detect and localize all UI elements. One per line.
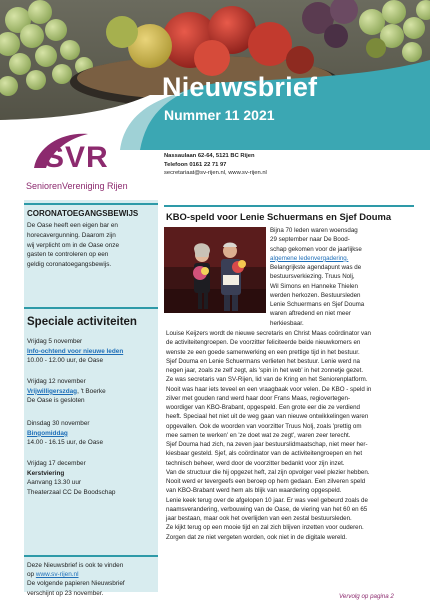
article-line: Sjef Douma had zich, na zeven jaar bestuurslidmaatschap, niet meer her-	[166, 441, 368, 448]
event-date: Dinsdag 30 november	[27, 420, 90, 427]
event-link[interactable]: Vrijwilligerszdag	[27, 387, 78, 395]
article-line: schap gekomen voor de jaarlijkse	[270, 245, 362, 253]
corona-line: geldig coronatoegangsbewijs.	[27, 261, 112, 269]
article-title: KBO-speld voor Lenie Schuermans en Sjef Douma	[166, 211, 392, 222]
sidebar-divider	[24, 555, 158, 557]
sidebar-top-rule	[24, 203, 158, 205]
article-line: Sjef Douma en Lenie Schuermans verlieten het bestuur. Lenie werd na	[166, 357, 360, 365]
article-line: Zorgen dat ze niet vergeten worden, ook niet in de digitale wereld.	[166, 533, 347, 541]
article-line: waren aftredend en niet meer	[270, 310, 351, 318]
article-body	[166, 329, 371, 542]
event-detail: De Oase is gesloten	[27, 397, 85, 405]
article-line: Lenie keek terug over de afgelopen 10 jaar. Er was veel gebeurd zoals de	[166, 496, 368, 504]
footer-line: op	[27, 571, 36, 579]
article-line: opgevallen. Ook de woorden van voorzitter Truus Nolj, zoals 'prettig om	[166, 422, 362, 430]
event-date: Vrijdag 17 december	[27, 460, 86, 467]
website-link[interactable]: www.sv-rijen.nl	[35, 571, 79, 579]
article-line: woordiger van KBO-Brabant, opgespeld. Een grote eer die ze verdiend	[166, 404, 360, 411]
article-line: wenste ze een goede samenwerking en een prettige tijd in het bestuur.	[166, 348, 360, 356]
article-line: technisch beheer, werd door de voorzitter bedankt voor zijn inzet.	[166, 459, 345, 467]
article-line: bestuursverkiezing. Truus Nolj,	[270, 273, 355, 281]
agm-link[interactable]: algemene ledenvergadering.	[270, 254, 349, 262]
event-item	[27, 337, 157, 366]
contact-address: Nassaulaan 62-64, 5121 BC Rijen	[164, 153, 255, 159]
article-line: zilver met gouden rand werd haar door Frans Maas, regiovertegen-	[166, 394, 350, 402]
sidebar-divider	[24, 307, 158, 309]
footer-line: verschijnt op 23 november.	[27, 589, 104, 597]
contact-email-web: secretariaat@sv-rijen.nl, www.sv-rijen.nl	[164, 170, 267, 177]
continued-note: Vervolg op pagina 2	[339, 593, 394, 600]
logo-text: SVR	[44, 141, 109, 174]
article-line: herkiesbaar.	[270, 319, 304, 327]
corona-text	[27, 221, 119, 270]
event-date: Vrijdag 12 november	[27, 378, 86, 385]
article-line: kiesbaar gesteld. Sjef, als coördinator van de activiteitengroepen en het	[166, 450, 363, 458]
article-line: de activiteitengroepen. De voorzitter feliciteerde beide nieuwkomers en	[166, 339, 361, 347]
event-location: , 't Boerke	[77, 387, 106, 395]
corona-line: wij verplicht om in de Oase onze	[27, 241, 119, 249]
article-line: Ze was secretaris van SV-Rijen, lid van de Kring en het Seniorenplatform.	[166, 376, 368, 384]
article-line: jaar bestaan, maar ook het overlijden van een zestal bestuursleden.	[166, 515, 352, 522]
article-line: Lenie Schuermans en Sjef Douma	[270, 301, 365, 308]
article-line: Nooit werd er tevergeefs een beroep op hem gedaan. Een zilveren speld	[166, 478, 366, 485]
article-photo	[164, 227, 266, 313]
event-item	[27, 377, 157, 406]
corona-line: horecavergunning. Daarom zijn	[27, 231, 116, 239]
article-line: mee samen te werken' en 'ze doet wat ze zegt', waren zeer terecht.	[166, 431, 351, 439]
activities-heading: Speciale activiteiten	[27, 316, 137, 328]
contact-block	[164, 152, 267, 178]
corona-line: gasten te controleren op een	[27, 251, 109, 259]
article-top-rule	[164, 205, 414, 207]
corona-heading: CORONATOEGANGSBEWIJS	[27, 209, 139, 218]
sidebar-footer	[27, 561, 125, 598]
event-link[interactable]: Info-ochtend voor nieuwe leden	[27, 347, 124, 355]
footer-line: Deze Nieuwsbrief is ook te vinden	[27, 562, 124, 569]
article-line: heeft. Speciaal het niet uit de weg gaan van nieuwe ontwikkelingen waren	[166, 413, 369, 421]
article-line: Belangrijkste agendapunt was de	[270, 264, 362, 271]
article-intro	[270, 226, 364, 328]
newsletter-title: Nieuwsbrief	[162, 72, 318, 102]
event-detail: 14.00 - 16.15 uur, de Oase	[27, 439, 104, 447]
event-detail: Aanvang 13.30 uur	[27, 479, 82, 487]
footer-line: De volgende papieren Nieuwsbrief	[27, 580, 125, 588]
article-line: werden herkozen. Bestuursleden	[270, 291, 361, 299]
article-line: Bijna 70 leden waren woensdag	[270, 227, 358, 234]
logo-subtitle: SeniorenVereniging Rijen	[26, 181, 128, 191]
contact-phone: Telefoon 0161 22 71 97	[164, 161, 227, 168]
event-detail: 10.00 - 12.00 uur, de Oase	[27, 357, 104, 365]
article-line: van KBO-Brabant werd hem als blijk van waardering opgespeld.	[166, 487, 342, 495]
event-item	[27, 419, 157, 448]
event-item	[27, 459, 157, 498]
article-line: Wil Simons en Hanneke Thielen	[270, 282, 358, 290]
corona-line: De Oase heeft een eigen bar en	[27, 222, 118, 229]
article-line: Van de structuur die hij opgezet heft, zal zijn opvolger veel plezier hebben.	[166, 468, 370, 476]
event-detail: Theaterzaal CC De Boodschap	[27, 489, 116, 497]
article-line: Ze kijkt terug op een mooie tijd en zal zich blijven inzetten voor ouderen.	[166, 524, 364, 532]
article-line: naamsverandering, verbouwing van de Oase, de viering van het 60 en 65	[166, 505, 368, 513]
event-name: Kerstviering	[27, 469, 65, 477]
article-line: 29 september naar De Bood-	[270, 236, 350, 244]
article-line: Nooit was haar iets teveel en een vraagbaak voor velen. De KBO - speld in	[166, 385, 372, 393]
article-line: Louise Keijzers wordt de nieuwe secretaris en Christ Maas coördinator van	[166, 330, 371, 337]
article-line: negen jaar, zoals ze zelf zegt, als 'spin in het web' in het zonnetje gezet.	[166, 367, 364, 374]
event-link[interactable]: Bingomiddag	[27, 429, 68, 437]
issue-number: Nummer 11 2021	[164, 107, 275, 123]
event-date: Vrijdag 5 november	[27, 338, 83, 345]
